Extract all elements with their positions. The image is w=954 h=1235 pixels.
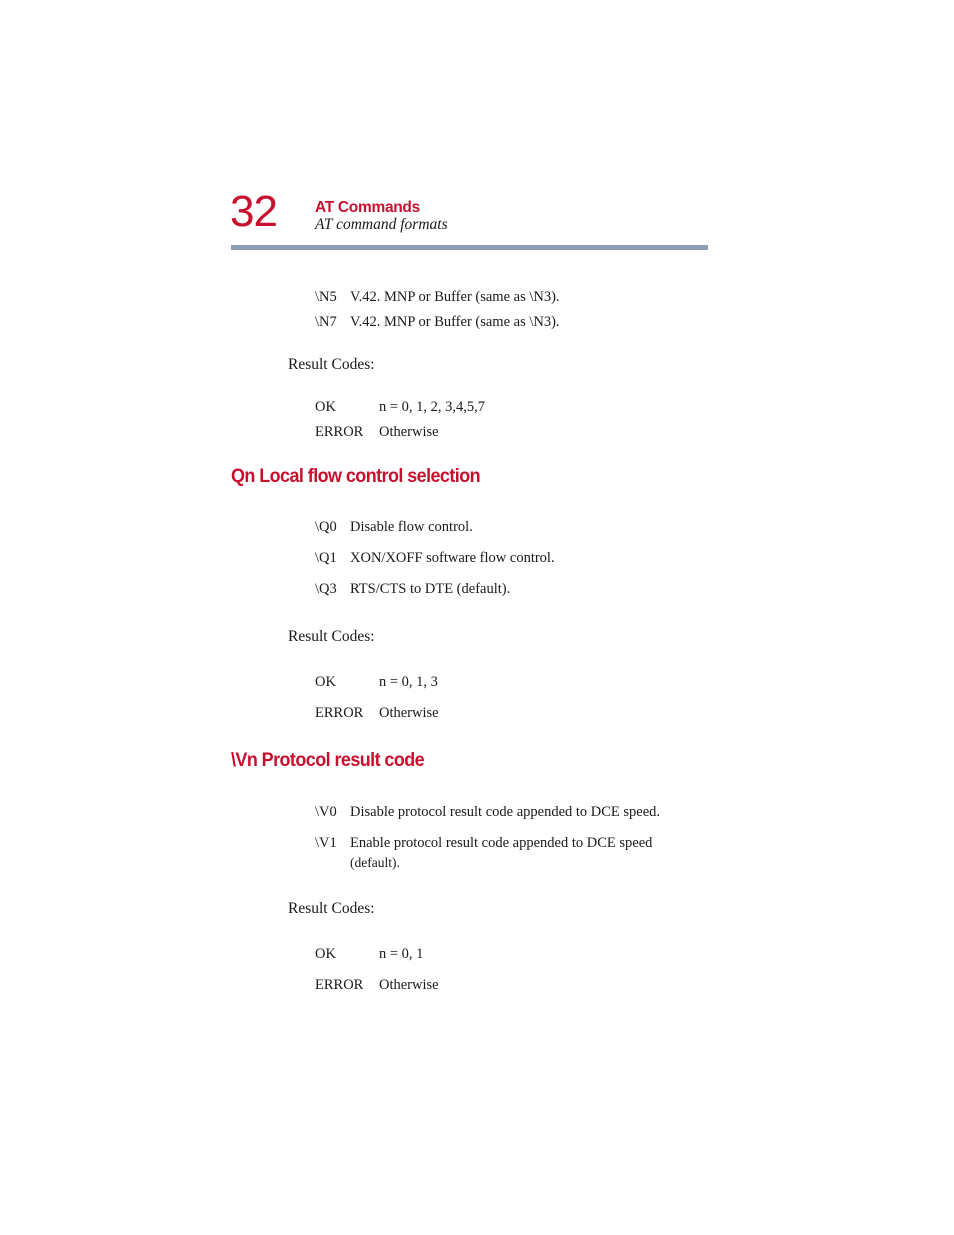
result-code: OK [315, 946, 336, 962]
command-description: V.42. MNP or Buffer (same as \N3). [350, 289, 560, 305]
command-description-continued: (default). [350, 855, 400, 870]
result-description: n = 0, 1, 3 [379, 674, 438, 690]
result-code: OK [315, 674, 336, 690]
command-code: \N5 [315, 289, 337, 305]
section-heading: \Vn Protocol result code [231, 749, 425, 771]
result-code: ERROR [315, 424, 364, 440]
section-heading: Qn Local flow control selection [231, 465, 481, 487]
result-code: OK [315, 399, 336, 415]
command-description: XON/XOFF software flow control. [350, 550, 555, 566]
command-description: Disable flow control. [350, 519, 473, 535]
command-code: \N7 [315, 314, 337, 330]
result-code: ERROR [315, 977, 364, 993]
command-code: \V1 [315, 835, 337, 851]
result-codes-label: Result Codes: [288, 900, 375, 917]
result-code: ERROR [315, 705, 364, 721]
command-code: \V0 [315, 804, 337, 820]
result-description: Otherwise [379, 424, 439, 440]
command-code: \Q3 [315, 581, 337, 597]
command-description: Enable protocol result code appended to DCE speed [350, 835, 653, 851]
command-description: Disable protocol result code appended to DCE speed. [350, 804, 661, 820]
command-description: RTS/CTS to DTE (default). [350, 581, 511, 597]
chapter-title: AT Commands [315, 199, 420, 216]
header-rule [231, 245, 708, 250]
result-codes-label: Result Codes: [288, 356, 375, 373]
command-description: V.42. MNP or Buffer (same as \N3). [350, 314, 560, 330]
result-description: n = 0, 1 [379, 946, 424, 962]
result-codes-label: Result Codes: [288, 628, 375, 645]
result-description: n = 0, 1, 2, 3,4,5,7 [379, 399, 486, 415]
section-title: AT command formats [315, 216, 448, 233]
command-code: \Q0 [315, 519, 337, 535]
page-number: 32 [230, 187, 277, 236]
result-description: Otherwise [379, 977, 439, 993]
command-code: \Q1 [315, 550, 337, 566]
result-description: Otherwise [379, 705, 439, 721]
